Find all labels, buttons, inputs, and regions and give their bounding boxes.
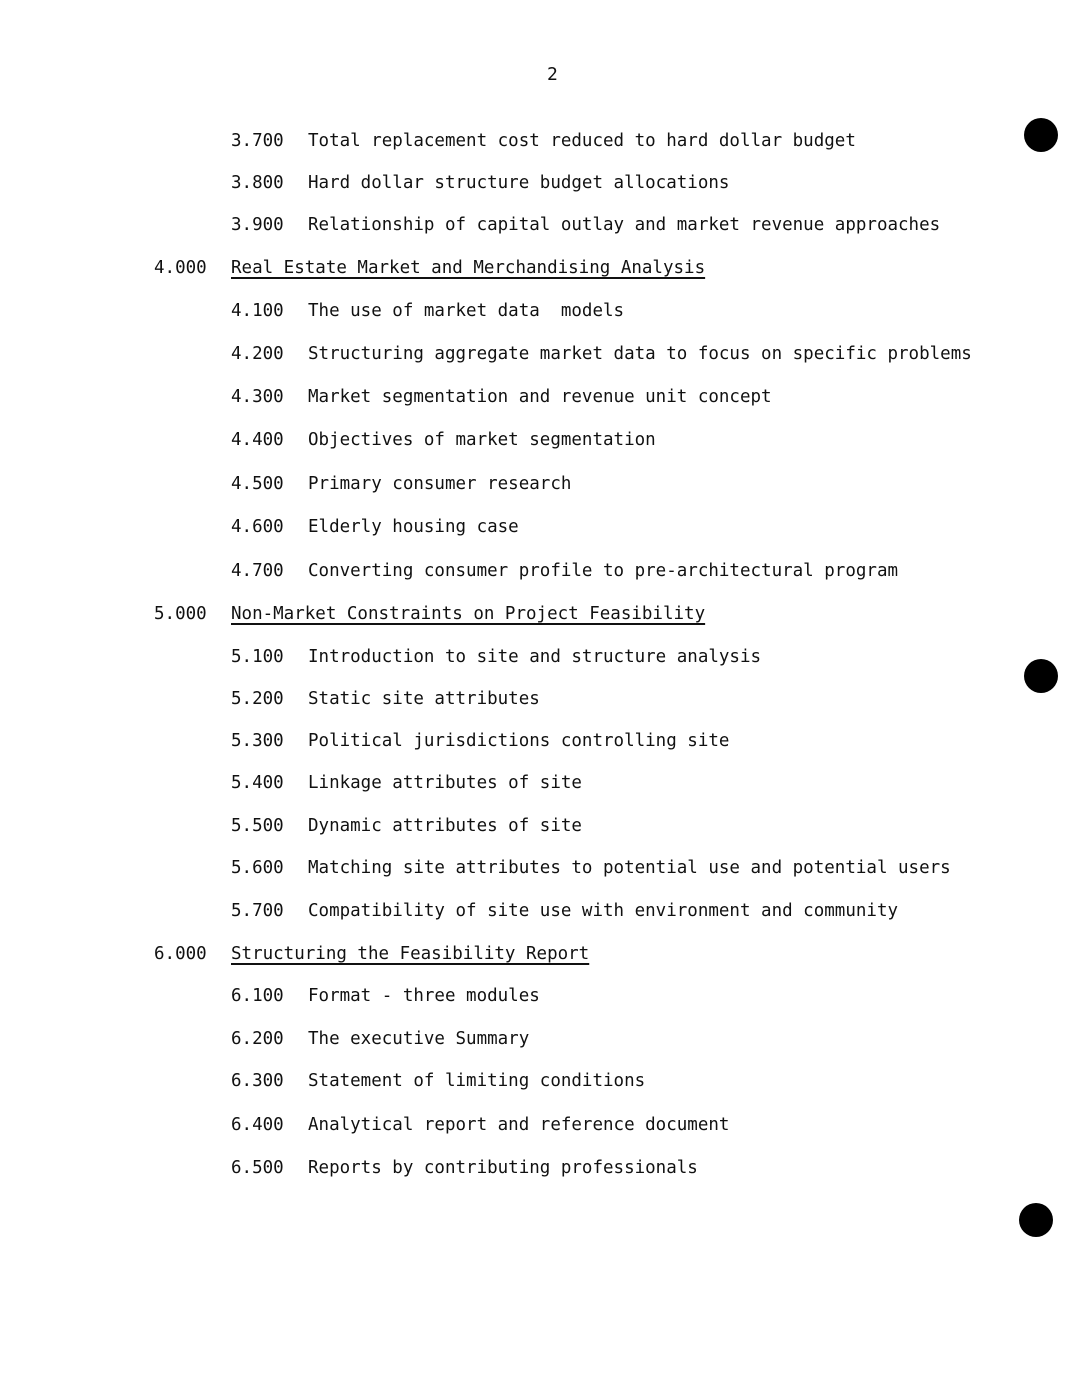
item-text: Relationship of capital outlay and market revenue approaches: [308, 215, 941, 235]
item-number: 6.200: [231, 1029, 284, 1049]
item-text: The use of market data models: [308, 301, 625, 321]
punch-hole-top: [1024, 118, 1058, 152]
item-number: 5.200: [231, 689, 284, 709]
item-text: Format - three modules: [308, 986, 540, 1006]
item-number: 3.900: [231, 215, 284, 235]
item-text: Compatibility of site use with environment and community: [308, 901, 899, 921]
item-number: 4.500: [231, 474, 284, 494]
item-number: 6.400: [231, 1115, 284, 1135]
item-number: 6.500: [231, 1158, 284, 1178]
item-number: 4.300: [231, 387, 284, 407]
item-number: 4.400: [231, 430, 284, 450]
item-number: 5.100: [231, 647, 284, 667]
item-text: Introduction to site and structure analysis: [308, 647, 762, 667]
page-number: 2: [547, 64, 558, 85]
section-number: 4.000: [154, 258, 207, 278]
item-text: Primary consumer research: [308, 474, 572, 494]
section-number: 6.000: [154, 944, 207, 964]
item-text: Political jurisdictions controlling site: [308, 731, 730, 751]
item-number: 4.700: [231, 561, 284, 581]
outline-item: [231, 1157, 698, 1245]
item-text: Structuring aggregate market data to focus on specific problems: [308, 344, 972, 364]
item-text: Static site attributes: [308, 689, 540, 709]
item-number: 4.200: [231, 344, 284, 364]
item-text: Matching site attributes to potential use and potential users: [308, 858, 951, 878]
item-number: 5.500: [231, 816, 284, 836]
item-text: Reports by contributing professionals: [308, 1158, 698, 1178]
item-text: The executive Summary: [308, 1029, 530, 1049]
item-text: Analytical report and reference document: [308, 1115, 730, 1135]
item-number: 5.600: [231, 858, 284, 878]
item-text: Converting consumer profile to pre-architectural program: [308, 561, 899, 581]
item-text: Statement of limiting conditions: [308, 1071, 646, 1091]
item-number: 3.700: [231, 131, 284, 151]
item-text: Linkage attributes of site: [308, 773, 582, 793]
section-number: 5.000: [154, 604, 207, 624]
item-number: 6.100: [231, 986, 284, 1006]
item-number: 3.800: [231, 173, 284, 193]
item-text: Dynamic attributes of site: [308, 816, 582, 836]
item-number: 5.400: [231, 773, 284, 793]
item-number: 6.300: [231, 1071, 284, 1091]
section-title: Non-Market Constraints on Project Feasibility: [231, 604, 706, 624]
section-title: Real Estate Market and Merchandising Analysis: [231, 258, 706, 278]
section-title: Structuring the Feasibility Report: [231, 944, 590, 964]
punch-hole-bottom: [1019, 1203, 1053, 1237]
item-number: 5.300: [231, 731, 284, 751]
item-number: 4.600: [231, 517, 284, 537]
item-number: 5.700: [231, 901, 284, 921]
item-text: Total replacement cost reduced to hard dollar budget: [308, 131, 856, 151]
item-text: Hard dollar structure budget allocations: [308, 173, 730, 193]
item-text: Market segmentation and revenue unit concept: [308, 387, 772, 407]
item-text: Elderly housing case: [308, 517, 519, 537]
punch-hole-middle: [1024, 659, 1058, 693]
item-number: 4.100: [231, 301, 284, 321]
item-text: Objectives of market segmentation: [308, 430, 656, 450]
